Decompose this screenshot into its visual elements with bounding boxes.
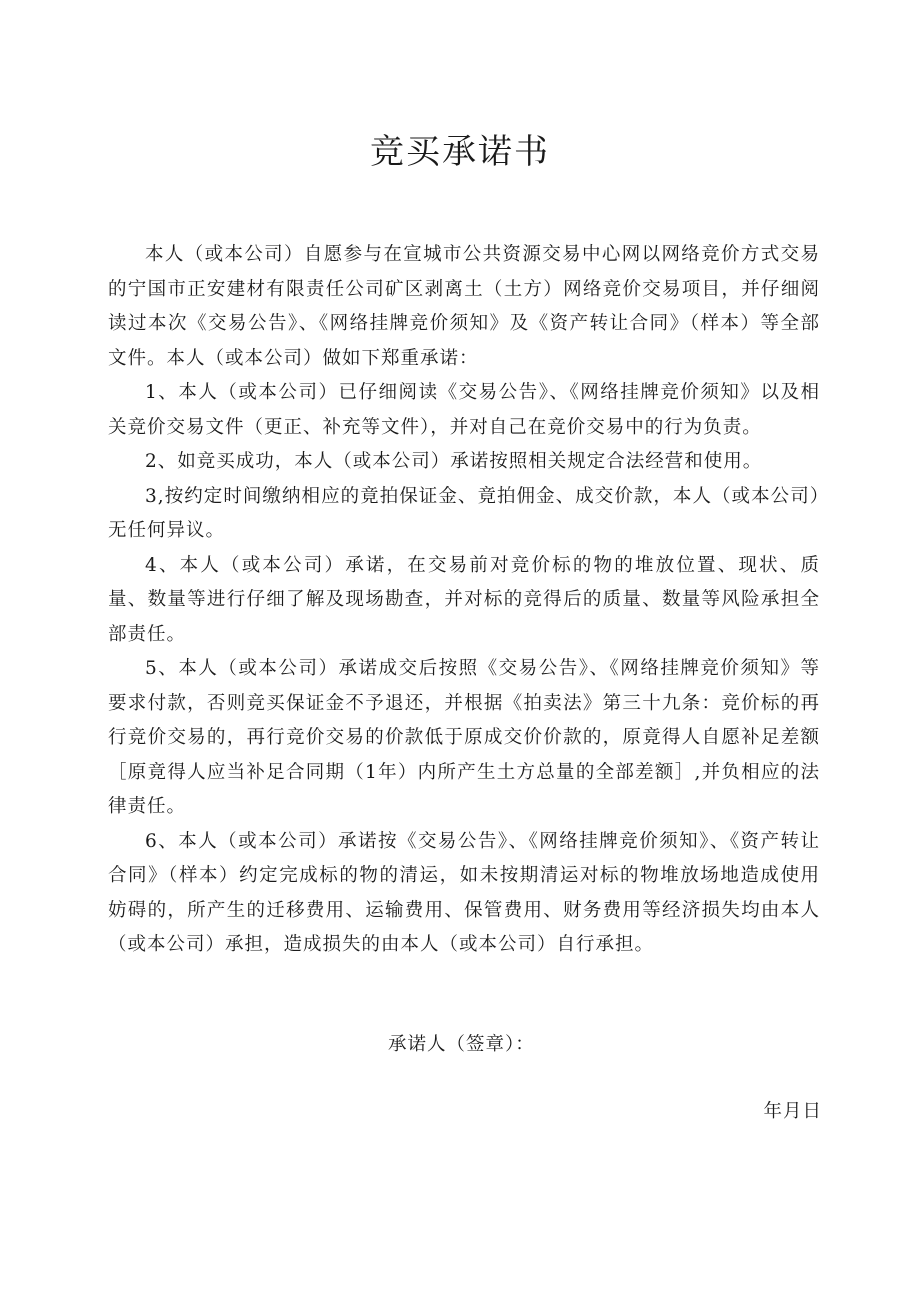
intro-paragraph: 本人（或本公司）自愿参与在宣城市公共资源交易中心网以网络竞价方式交易的宁国市正安建材有限责任公司矿区剥离土（土方）网络竞价交易项目，并仔细阅读过本次《交易公告》、《网络挂牌竞价须知》及《资产转让合同》（样本）等全部文件。本人（或本公司）做如下郑重承诺： — [108, 244, 820, 369]
document-title: 竞买承诺书 — [370, 132, 550, 172]
date-line: 年月日 — [763, 1101, 822, 1122]
commitment-6: 6、本人（或本公司）承诺按《交易公告》、《网络挂牌竞价须知》、《资产转让合同》（样本）约定完成标的物的清运，如未按期清运对标的物堆放场地造成使用妨碍的，所产生的迁移费用、运输费用、保管费用、财务费用等经济损失均由本人（或本公司）承担，造成损失的由本人（或本公司）自行承担。 — [108, 830, 820, 955]
commitment-5: 5、本人（或本公司）承诺成交后按照《交易公告》、《网络挂牌竞价须知》等要求付款，否则竞买保证金不予退还，并根据《拍卖法》第三十九条：竞价标的再行竞价交易的，再行竞价交易的价款低于原成交价价款的，原竟得人自愿补足差额［原竟得人应当补足合同期（1年）内所产生土方总量的全部差额］,并负相应的法律责任。 — [108, 658, 820, 817]
commitment-2: 2、如竞买成功，本人（或本公司）承诺按照相关规定合法经营和使用。 — [145, 451, 763, 472]
document-body — [108, 238, 820, 963]
commitment-3: 3,按约定时间缴纳相应的竟拍保证金、竟拍佣金、成交价款，本人（或本公司）无任何异议。 — [108, 485, 820, 541]
signature-line: 承诺人（签章）： — [388, 1034, 535, 1055]
commitment-1: 1、本人（或本公司）已仔细阅读《交易公告》、《网络挂牌竞价须知》以及相关竞价交易文件（更正、补充等文件），并对自己在竞价交易中的行为负责。 — [108, 382, 820, 438]
commitment-4: 4、本人（或本公司）承诺，在交易前对竞价标的物的堆放位置、现状、质量、数量等进行仔细了解及现场勘查，并对标的竞得后的质量、数量等风险承担全部责任。 — [108, 554, 820, 645]
